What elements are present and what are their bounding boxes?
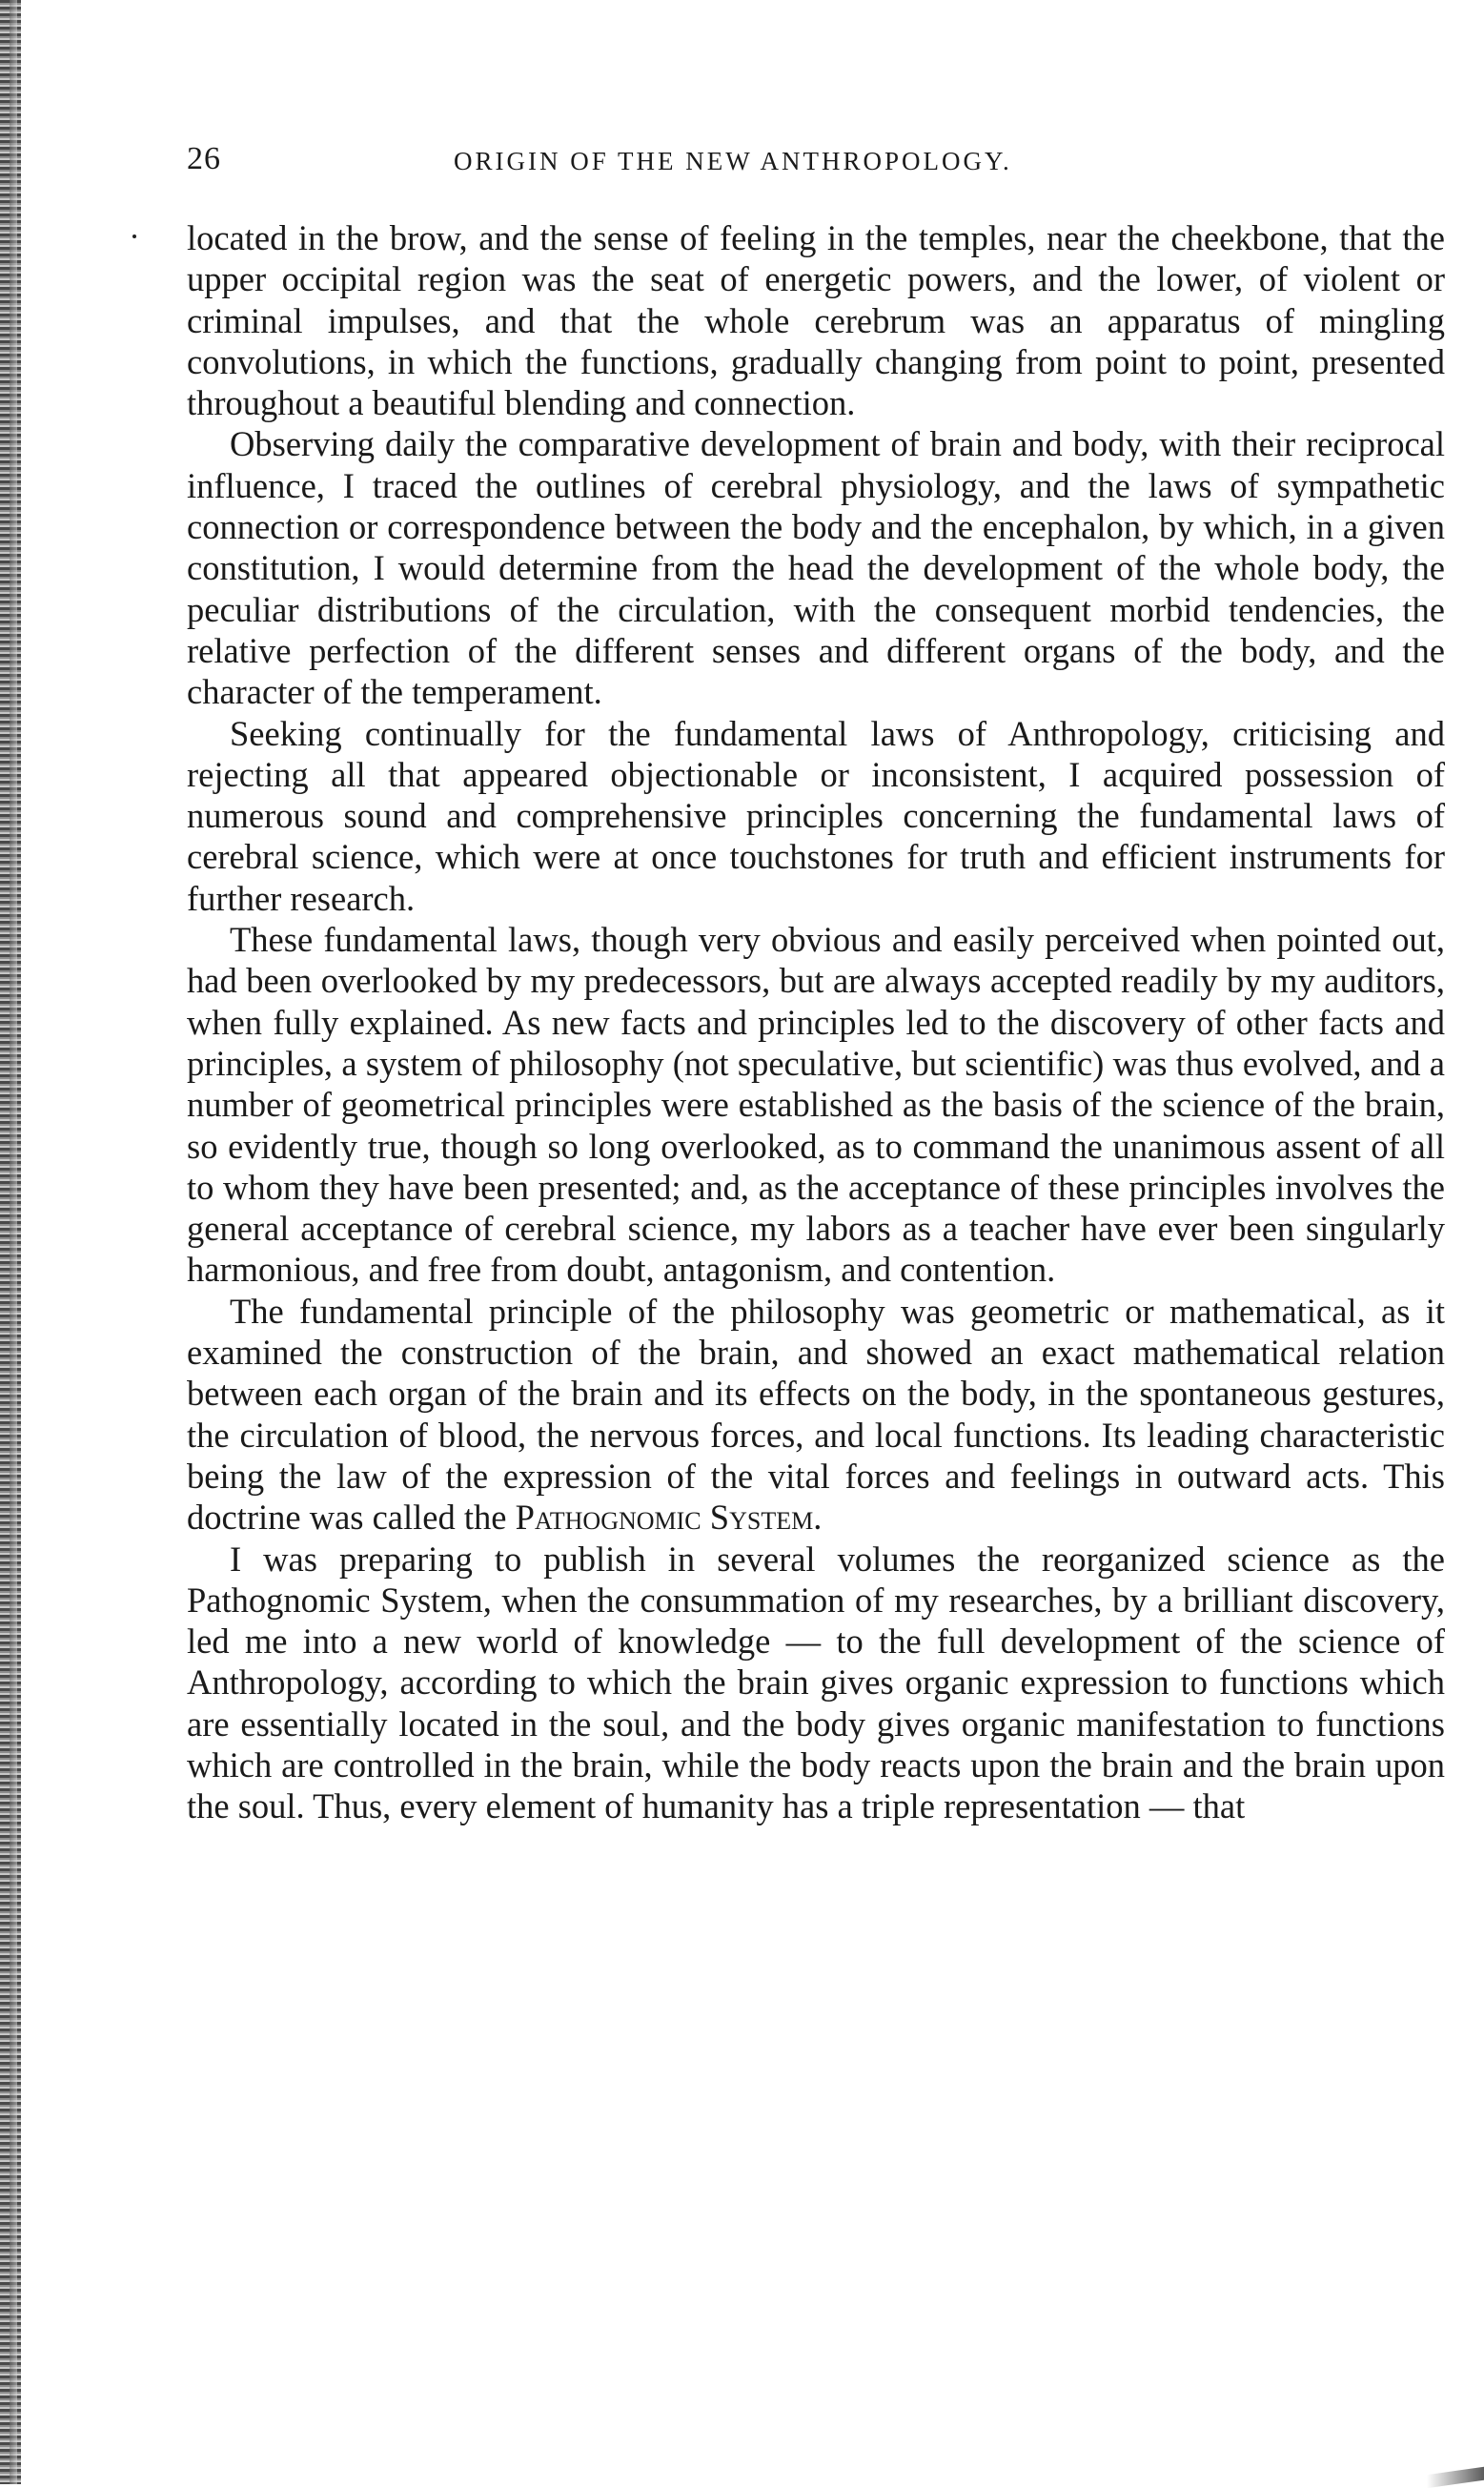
paragraph-6: I was preparing to publish in several volumes the reorganized science as the Pathognomic System, when the consummation of my researches, by a brilliant discovery, led me into a new world of knowledge — to the full development of the science of Anthropology, according to which the brain gives organic expression to functions which are essentially located in the soul, and the body gives organic manifestation to functions which are controlled in the brain, while the body reacts upon the brain and the brain upon the soul. Thus, every element of humanity has a triple representation — that [187, 1539, 1445, 1826]
pathognomic-system-term: Pathognomic System [515, 1498, 814, 1538]
paragraph-1: located in the brow, and the sense of feeling in the temples, near the cheekbone, that the upper occipital region was the seat of energetic powers, and the lower, of violent or criminal impulses, and that the whole cerebrum was an apparatus of mingling convolutions, in which the functions, gradually changing from point to point, presented throughout a beautiful blending and connection. [187, 218, 1445, 423]
corner-mark [1427, 2467, 1484, 2488]
paragraph-4: These fundamental laws, though very obvious and easily perceived when pointed out, had been overlooked by my predecessors, but are always accepted readily by my auditors, when fully explained. As new facts and principles led to the discovery of other facts and principles, a system of philosophy (not speculative, but scientific) was thus evolved, and a number of geometrical principles were established as the basis of the science of the brain, so evidently true, though so long overlooked, as to command the unanimous assent of all to whom they have been presented; and, as the acceptance of these principles involves the general acceptance of cerebral science, my labors as a teacher have ever been singularly harmonious, and free from doubt, antagonism, and contention. [187, 920, 1445, 1290]
running-head: ORIGIN OF THE NEW ANTHROPOLOGY. [454, 147, 1012, 175]
binding-edge [0, 0, 21, 2484]
paragraph-3: Seeking continually for the fundamental laws of Anthropology, criticising and rejecting all that appeared objectionable or inconsistent, I acquired possession of numerous sound and comprehensive principles concerning the fundamental laws of cerebral science, which were at once touchstones for truth and efficient instruments for further research. [187, 713, 1445, 918]
paragraph-2: Observing daily the comparative development of brain and body, with their reciprocal influence, I traced the outlines of cerebral physiology, and the laws of sympathetic connection or correspondence between the body and the encephalon, by which, in a given constitution, I would determine from the head the development of the whole body, the peculiar distributions of the circulation, with the consequent morbid tendencies, the relative perfection of the different senses and different organs of the body, and the character of the temperament. [187, 424, 1445, 712]
page-header [187, 141, 1445, 198]
page [187, 141, 1445, 1827]
paragraph-5-text-after: . [813, 1498, 823, 1538]
body-text [187, 217, 1445, 1827]
page-number: 26 [187, 141, 221, 176]
paragraph-5 [187, 1291, 1445, 1539]
stray-mark [132, 235, 136, 238]
paragraph-5-text-before: The fundamental principle of the philosophy was geometric or mathematical, as it examined the construction of the brain, and showed an exact mathematical relation between each organ of the brain and its effects on the body, in the spontaneous gestures, the circulation of blood, the nervous forces, and local functions. Its leading characteristic being the law of the expression of the vital forces and feelings in outward acts. This doctrine was called the [187, 1291, 1445, 1538]
